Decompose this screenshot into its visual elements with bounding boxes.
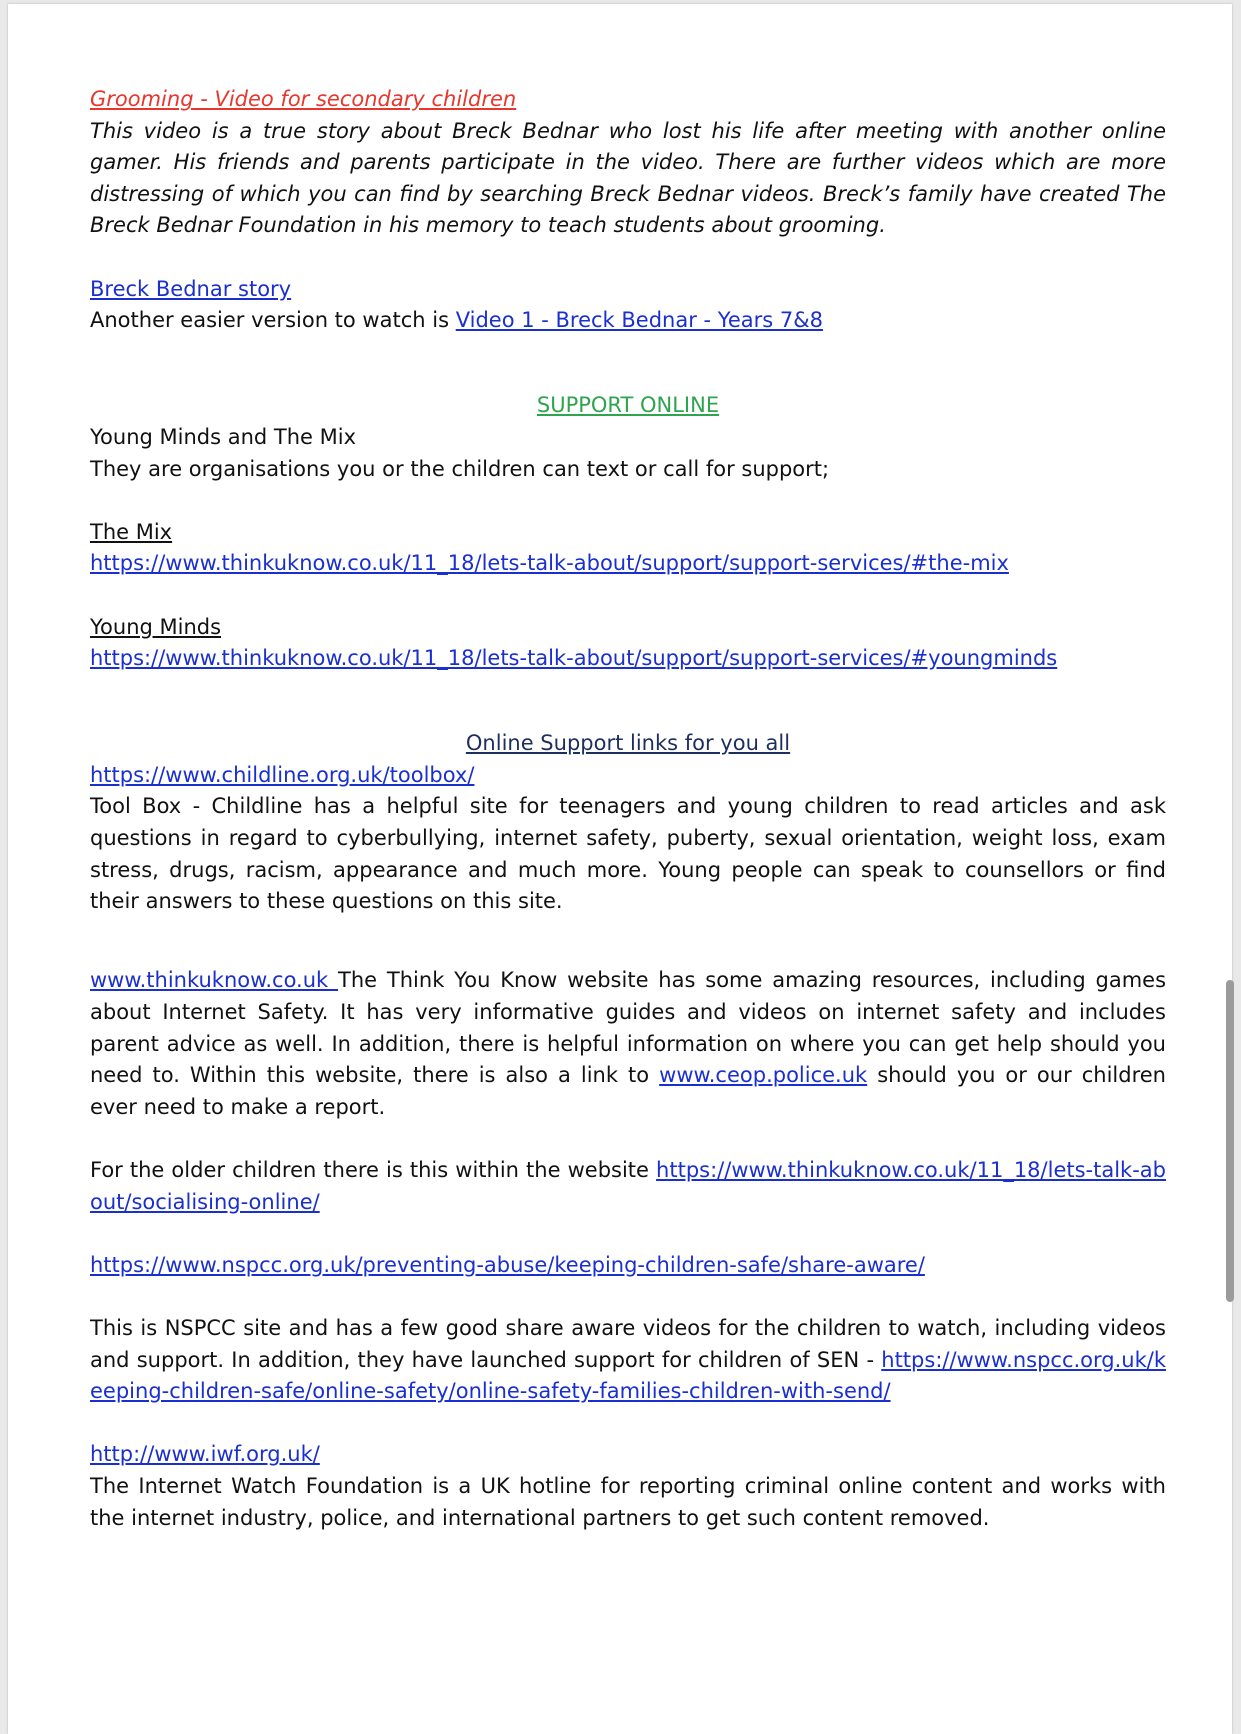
- online-support-heading: Online Support links for you all: [465, 731, 791, 756]
- iwf-description: The Internet Watch Foundation is a UK hotline for reporting criminal online content and works with the internet industry, police, and international partners to get such content removed.: [90, 1473, 1166, 1530]
- grooming-description: This video is a true story about Breck Bednar who lost his life after meeting with another online gamer. His friends and parents participate in the video. There are further videos which are more distressing of which you can find by searching Breck Bednar videos. Breck’s family have created The Breck Bednar Foundation in his memory to teach students about grooming.: [90, 118, 1166, 238]
- socialising-online-link[interactable]: https://www.thinkuknow.co.uk/11_18/lets-talk-about/socialising-online/: [90, 1158, 1166, 1214]
- young-minds-label: Young Minds: [90, 614, 222, 639]
- support-intro-2: They are organisations you or the children can text or call for support;: [90, 456, 830, 481]
- grooming-title[interactable]: Grooming - Video for secondary children: [90, 87, 517, 111]
- document-content: [90, 84, 1166, 1534]
- iwf-link[interactable]: http://www.iwf.org.uk/: [90, 1442, 320, 1467]
- support-intro-1: Young Minds and The Mix: [90, 424, 357, 449]
- document-page: [8, 4, 1232, 1734]
- nspcc-share-aware-link[interactable]: https://www.nspcc.org.uk/preventing-abuse/keeping-children-safe/share-aware/: [90, 1252, 925, 1277]
- support-online-heading: SUPPORT ONLINE: [536, 393, 720, 418]
- thinkuknow-link[interactable]: www.thinkuknow.co.uk: [90, 968, 339, 993]
- ceop-link[interactable]: www.ceop.police.uk: [659, 1063, 868, 1088]
- video1-link[interactable]: Video 1 - Breck Bednar - Years 7&8: [455, 308, 823, 333]
- the-mix-label: The Mix: [90, 519, 173, 544]
- the-mix-link[interactable]: https://www.thinkuknow.co.uk/11_18/lets-talk-about/support/support-services/#the-mix: [90, 551, 1009, 576]
- older-children-paragraph: For the older children there is this within the website https://www.thinkuknow.co.uk/11_18/lets-talk-about/socialising-online/: [90, 1158, 1166, 1214]
- vertical-scrollbar[interactable]: [1223, 4, 1237, 1730]
- nspcc-send-link[interactable]: https://www.nspcc.org.uk/keeping-children-safe/online-safety/online-safety-families-children-with-send/: [90, 1347, 1166, 1404]
- nspcc-paragraph: This is NSPCC site and has a few good share aware videos for the children to watch, including videos and support. In addition, they have launched support for children of SEN - https://www.nspcc.org.uk/keeping-children-safe/online-safety/online-safety-families-children-with-send/: [90, 1315, 1166, 1404]
- breck-bednar-story-link[interactable]: Breck Bednar story: [90, 276, 292, 301]
- childline-description: Tool Box - Childline has a helpful site for teenagers and young children to read articles and ask questions in regard to cyberbullying, internet safety, puberty, sexual orientation, weight loss, exam stress, drugs, racism, appearance and much more. Young people can speak to counsellors or find their answers to these questions on this site.: [90, 794, 1166, 914]
- thinkuknow-paragraph: www.thinkuknow.co.uk The Think You Know website has some amazing resources, including games about Internet Safety. It has very informative guides and videos on internet safety and includes parent advice as well. In addition, there is helpful information on where you can get help should you need to. Within this website, there is also a link to www.ceop.police.uk should you or our children ever need to make a report.: [90, 968, 1167, 1119]
- childline-link[interactable]: https://www.childline.org.uk/toolbox/: [90, 762, 475, 787]
- young-minds-link[interactable]: https://www.thinkuknow.co.uk/11_18/lets-talk-about/support/support-services/#youngminds: [90, 646, 1058, 671]
- scrollbar-thumb[interactable]: [1226, 980, 1234, 1302]
- easier-version-line: Another easier version to watch is Video 1 - Breck Bednar - Years 7&8: [90, 308, 823, 333]
